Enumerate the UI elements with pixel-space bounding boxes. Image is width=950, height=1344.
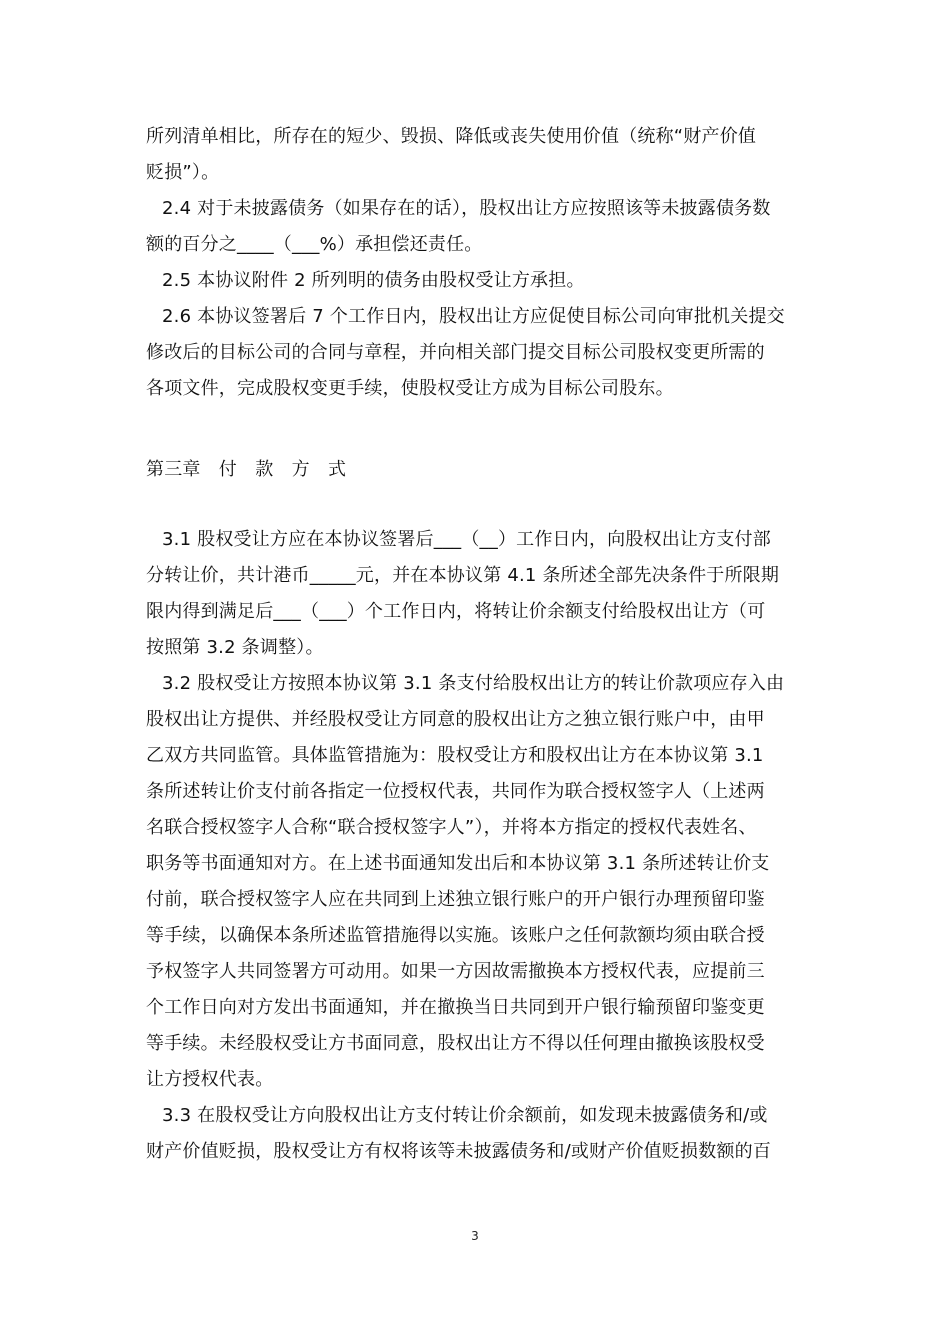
paragraph-line: 条所述转让价支付前各指定一位授权代表，共同作为联合授权签字人（上述两 [146,781,765,802]
text-block-section-2 [146,119,810,407]
paragraph-line: 等手续，以确保本条所述监管措施得以实施。该账户之任何款额均须由联合授 [146,925,765,946]
paragraph-line: 予权签字人共同签署方可动用。如果一方因故需撤换本方授权代表，应提前三 [146,961,765,982]
paragraph-line: 乙双方共同监管。具体监管措施为：股权受让方和股权出让方在本协议第 3.1 [146,745,764,766]
clause-2-5-line: 2.5 本协议附件 2 所列明的债务由股权受让方承担。 [162,270,585,291]
chapter-title: 第三章 付 款 方 式 [146,459,347,480]
clause-3-2-line: 3.2 股权受让方按照本协议第 3.1 条支付给股权出让方的转让价款项应存入由 [162,673,785,694]
paragraph-line: 按照第 3.2 条调整）。 [146,637,324,658]
paragraph-line: 股权出让方提供、并经股权受让方同意的股权出让方之独立银行账户中，由甲 [146,709,765,730]
paragraph-line: 贬损”）。 [146,162,220,183]
paragraph-line: 让方授权代表。 [146,1069,274,1090]
paragraph-line: 所列清单相比，所存在的短少、毁损、降低或丧失使用价值（统称“财产价值 [146,126,757,147]
paragraph-line: 职务等书面通知对方。在上述书面通知发出后和本协议第 3.1 条所述转让价支 [146,853,770,874]
clause-3-3-line: 3.3 在股权受让方向股权出让方支付转让价余额前，如发现未披露债务和/或 [162,1105,768,1126]
paragraph-line: 修改后的目标公司的合同与章程，并向相关部门提交目标公司股权变更所需的 [146,342,765,363]
paragraph-line: 各项文件，完成股权变更手续，使股权受让方成为目标公司股东。 [146,378,674,399]
clause-2-4-line: 2.4 对于未披露债务（如果存在的话），股权出让方应按照该等未披露债务数 [162,198,771,219]
clause-2-6-line: 2.6 本协议签署后 7 个工作日内，股权出让方应促使目标公司向审批机关提交 [162,306,785,327]
paragraph-line: 分转让价，共计港币_____元，并在本协议第 4.1 条所述全部先决条件于所限期 [146,565,780,586]
paragraph-line: 等手续。未经股权受让方书面同意，股权出让方不得以任何理由撤换该股权受 [146,1033,765,1054]
paragraph-line: 付前，联合授权签字人应在共同到上述独立银行账户的开户银行办理预留印鉴 [146,889,765,910]
clause-3-1-line: 3.1 股权受让方应在本协议签署后___（__）工作日内，向股权出让方支付部 [162,529,771,550]
paragraph-line: 限内得到满足后___（___）个工作日内，将转让价余额支付给股权出让方（可 [146,601,766,622]
page-number: 3 [471,1229,479,1243]
paragraph-line: 额的百分之____（___%）承担偿还责任。 [146,234,483,255]
paragraph-line: 名联合授权签字人合称“联合授权签字人”），并将本方指定的授权代表姓名、 [146,817,757,838]
paragraph-line: 个工作日向对方发出书面通知，并在撤换当日共同到开户银行输预留印鉴变更 [146,997,765,1018]
paragraph-line: 财产价值贬损，股权受让方有权将该等未披露债务和/或财产价值贬损数额的百 [146,1141,772,1162]
text-block-section-3 [146,522,810,1170]
